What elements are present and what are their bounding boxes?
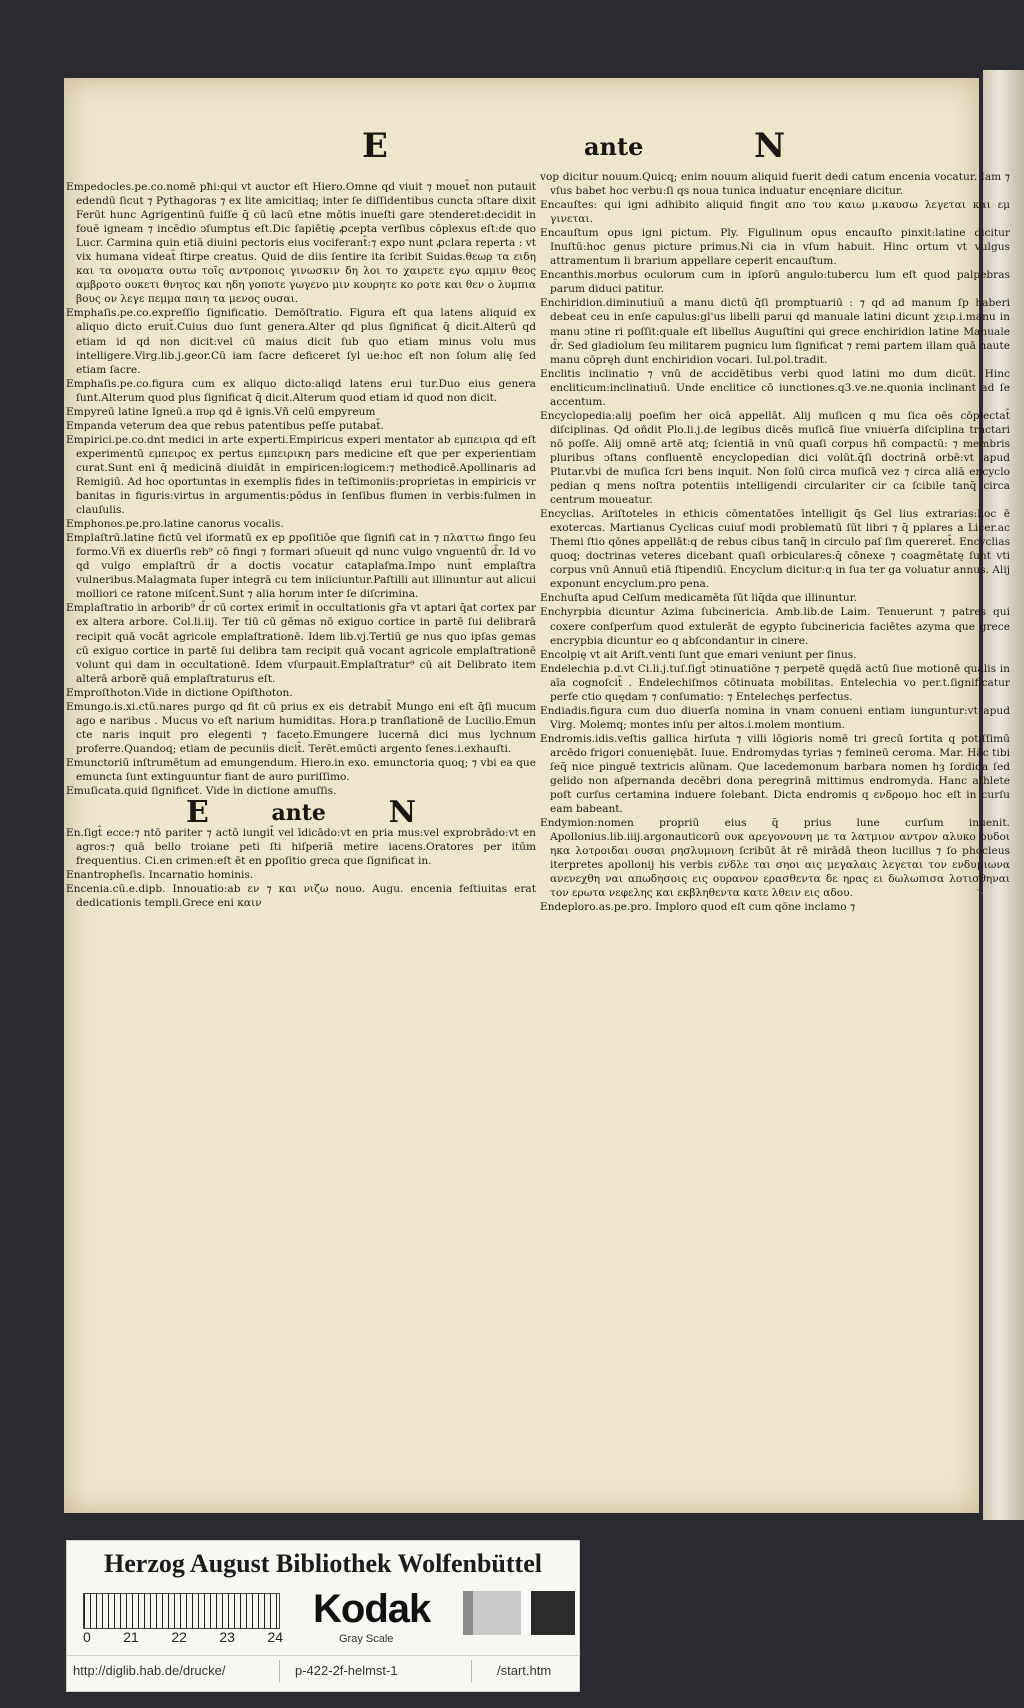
entry: Endeploro.as.pe.pro. Imploro quod eſt cum qōne inclamo ⁊ [540, 901, 856, 914]
kodak-logo: Kodak [313, 1587, 431, 1631]
ruler-number: 21 [123, 1629, 139, 1645]
sub-header-left-initial: E [186, 795, 209, 831]
page-header [64, 126, 979, 176]
entry: Endiadis.figura cum duo diuerſa nomina in vnam conueni entiam iunguntur:vt apud Virg. Molemq; montes inſu per altos.i.molem montium. [540, 704, 1010, 731]
white-swatch [521, 1591, 531, 1635]
entry: Encenia.cū.e.dipb. Innouatio:ab εν ⁊ και νιζω nouo. Augu. encenia feſtiuitas erat dedicationis templi.Grece eni καιν [66, 883, 536, 910]
entry: Emproſthoton.Vide in dictione Opiſthoton. [66, 686, 293, 699]
entry: Encyclopedia:alij poeſim her oicā appellāt. Alij muſicen q mu ſica oēs cōplectat̄ diſciplinas. Qd oñdit Plo.li.j.de legibus dicēs muſicā ſiue vniuerſa diſciplina tractari nō poſſe. Alij omnē artē atq; ſcientiā in vnū quaſi corpus hñ compactū: ⁊ membris pluribus ↄſtans confluentē encyclopedian dici volūt.q̄ſi doctrinā orbē:vt apud Plutar.vbi de muſica ſcri bens inquit. Non ſolū circa muſicā vez ⁊ circa aliā encyclo pedian q mens noſtra potentiis intelligendi circulariter cir ca ſcibile tanq̄ circa centrum moueatur. [540, 409, 1010, 507]
entry: Enchyrpbia dicuntur Azima ſubcinericia. Amb.lib.de Laim. Tenuerunt ⁊ patres qui coxere conſperſum quod extulerāt de egypto ſubcinericia faciētes azyma que grece encrypbia dicuntur eo q abſcondantur in cinere. [540, 606, 1010, 647]
start-link[interactable]: /start.htm [497, 1663, 552, 1678]
entry: Enchuſta apud Celſum medicamēta ſūt liq̄da que illinuntur. [540, 592, 857, 605]
sub-header-word: ante [271, 800, 326, 827]
scale-ruler [83, 1593, 280, 1629]
ruler-number: 23 [219, 1629, 235, 1645]
library-url-link[interactable]: http://diglib.hab.de/drucke/ [73, 1663, 226, 1678]
entry: Empedocles.pe.co.nomē pħi:qui vt auctor eſt Hiero.Omne qd viuit ⁊ mouet̄ non putauit edendū ſicut ⁊ Pythagoras ⁊ ex lite amicitiaq; inter ſe diſſidentibus cuncta ↄſtare dixit Ferūt hunc Agrigentinū fuiſſe q̄ cū lacū etne mōtis inueſti gare ↄtenderet:decidit in fouē igneam ⁊ incēdio ↄſumptus eſt.Dic ſapiētię ꝓcepta verſibus cōplexus eſt:de quo Lucr. Carmina quin etiā diuini pectoris eius vociferant̄:⁊ expo nunt ꝓclara reperta : vt vix humana videat̄ ſtirpe creatus. Quid de diis ſentire ita ſcribit Suidas.θεωρ τα ειδη και τα ονοματα ουτω τοῖς αντροποις γινωσκιν δη λοι το χαιρετε εγω αμμιν θεος αμβροτο ουκετι θνητος και ηδη γοποτε γωγενο μιν κουρητε κο ροτε και θεν ο λυμπια βους ον λεγε πεμμα παιη τα μενος ουσαι. [66, 181, 536, 306]
entry: Emplaſtratio in arborib⁹ d̄r cū cortex erimit̄ in occultationis gr̄a vt aptari q̄at cortex par ex altera arbore. Col.li.iij. Ter tiū cū gēmas nō exiguo cortice in partē ſui delibrarā recipit quā vocāt agricole emplaſtrationē. Idem lib.vj.Tertiū ge nus quo ipſas gemas cū exiguo cortice in partē ſui delibra tam recipit quā vocant agricole emplaſtrationē volunt qui dam in occultationē. Idem vſurpauit.Emplaſtratur⁹ cū ait Delibrato item alterā arborē quā emplaſtraturus eſt. [66, 602, 536, 685]
entry: Emphaſis.pe.co.expreſſio ſignificatio. Demōſtratio. Figura eſt qua latens aliquid ex aliquo dicto eruit̄.Cuius duo ſunt genera.Alter qd plus ſignificat q̄ dicit.Alterū qd etiam id qd non dicit:vel cū maius dicit ſub quo etiam minus volu mus intelligere.Virg.lib.j.geor.Cū iam ſacre deficeret ſyl ue:hoc eſt non ſolum alię ſed etiam ſacre. [66, 307, 536, 376]
shelfmark: p-422-2f-helmst-1 [295, 1663, 398, 1678]
gray-scale-label: Gray Scale [339, 1633, 394, 1645]
divider [279, 1660, 280, 1682]
sub-header-right-initial: N [388, 795, 416, 831]
entry: Emphaſis.pe.co.figura cum ex aliquo dicto:aliqd latens erui tur.Duo eius genera ſunt.Alterum quod plus ſignificat q̄ dicit.Alterum quod etiam id quod non dicit. [66, 377, 536, 404]
header-left-initial: E [362, 126, 388, 166]
entry: Endymion:nomen propriū eius q̄ prius lune curſum inuenit. Apollonius.lib.iiij.argonauticorū ουκ αρεγονουνη με τα λατμιον αντρον αλυκο ουδοι ηκα λοτροιδαι ουσαι ρησλυμιονη ſcribūt āt rē mirādā theon lucillus ⁊ ſo phocleus iterpretes apollonij his verbis ενδλε ται σηοι αις μεγαλαις λεγεται τον ενδυμιωνα ανενεχθη ναι απωδησοις εις ουρανον ερασθεντα δε ηρας ει δωλωπισα λοτισθηναι τον ερωτα νεφελης και εκβληθεντα κατε λθειν εις αδου. [540, 817, 1010, 900]
margin-mark: ·. [976, 883, 984, 897]
entry: Emungo.is.xi.ctū.nares purgo qd fit cū prius ex eis detrabit̄ Mungo eni eſt q̄ſi mucum ago e naribus . Mucus vo eſt narium humiditas. Hora.p tranſlationē de Lucilio.Emun cte naris inquit pro elegenti ⁊ faceto.Emungere lucernā dici mus lychnum proferre.Quandoq; etiam de pecuniis dicit̄. Terēt.emūcti argento ſenes.i.exhauſti. [66, 700, 536, 755]
url-bar [67, 1655, 579, 1686]
entry: Empirici.pe.co.dnt medici in arte experti.Empiricus experi mentator ab εμπειρια qd eſt experimentū εμπειρος ex pertus εμπειρικη pars medicine eſt que per experientiam curat.Sunt eni q̄ medicinā diuidāt in empiricen:logicem:⁊ methodicē.Apollinaris ad Remigiū. Ad hoc oportuntas in exemplis fides in teſtimoniis:proprietas in empiricis vr banitas in figuris:virtus in argumentis:pōdus in ſenſibus flumen in verbis:fulmen in clauſulis. [66, 433, 536, 517]
entry: Encauſtum opus igni pictum. Ply. Figulinum opus encauſto pinxit:latine dicitur Inuſtū:hoc genus picture primus.Ni cia in vſum habuit. Hinc ortum vt vulgus attramentum li brarium appellare ceperit encauſtum. [540, 227, 1010, 268]
entry: Emplaſtrū.latine fictū vel iformatū ex ep ꝑpoſitiōe que ſignifi cat in ⁊ πλαττω fingo ſeu formo.Vñ ex diuerſis reb⁹ cō fingi ⁊ formari ↄſueuit qd nunc vulgo vnguentū d̄r. Id vo qd vulgo emplaſtrū d̄r a doctis vocatur cataplaſma.Impo nunt̄ emplaſtra vulneribus.Malagmata ſuper integrā cu tem iniiciuntur.Paſtilli aut illinuntur aut alicui molliori ce ratone miſcent̄.Sunt ⁊ alia horum inter ſe diſcrimina. [66, 532, 536, 601]
header-word: ante [584, 132, 644, 161]
entry: Encanthis.morbus oculorum cum in ipſorū angulo:tubercu lum eſt quod palpebras parum diduci patitur. [540, 269, 1010, 296]
right-column [540, 170, 1010, 914]
library-title: Herzog August Bibliothek Wolfenbüttel [104, 1549, 542, 1578]
black-swatch [531, 1591, 575, 1635]
entry: Enchiridion.diminutiuū a manu dictū q̄ſi promptuariū : ⁊ qd ad manum ſp haberi debeat ceu in enſe capulus:gl'us libelli parui qd manuale latini dicunt χειρ.i.manu in manu ↄtine ri poſſit:quale eſt libellus Auguſtini qui grece enchiridion latine Manuale d̄r. Sed gladiolum ſeu militarem pugnicu lum ſignificat ⁊ remi partem illam quā naute manu cōpręh dunt enchiridion vocari. Iul.pol.tradit. [540, 297, 1010, 366]
gray-swatch [473, 1591, 521, 1635]
entry: vop dicitur nouum.Quicq; enim nouum aliquid fuerit dedi catum encenia vocatur. Iam ⁊ vſus babet hoc verbu:ſi qs noua tunica induatur encęniare dicitur. [540, 171, 1010, 198]
entry: En.ſigt̄ ecce:⁊ ntō pariter ⁊ actō iungit̄ vel īdicādo:vt en pria mus:vel exprobrādo:vt en agros:⁊ quā bello troiane peti ſti hiſperiā metire iacens.Oratores per itūm frequentius. Ci.en crimen:eſt ēt en ꝑpoſitio greca que ſignificat in. [66, 827, 536, 868]
divider [471, 1660, 472, 1682]
entry: Encolpię vt ait Ariſt.venti ſunt que emari veniunt per ſinus. [540, 648, 857, 661]
left-column [66, 180, 536, 910]
entry: Endromis.idis.veſtis gallica hirſuta ⁊ villi lōgioris nomē tri grecū ſortita q potiſſimū arcēdo frigori conueniębāt. Iuue. Endromydas tyrias ⁊ femineū ceroma. Mar. Hāc tibi ſeq̄ nice pinguē textricis alūnam. Que lacedemonum barbara nomen hȝ ſordida ſed gelido non aſpernanda decēbri dona peregrinā mittimus endromyda. Hanc athlete poſt curſus certamina induere ſolebant. Dicta endromis q ενδρομο hoc eſt in curſu eam babeant. [540, 732, 1010, 816]
entry: Emuſicata.quid ſignificet. Vide in dictione amuſſis. [66, 785, 337, 798]
entry: Enantropheſis. Incarnatio hominis. [66, 869, 254, 882]
entry: Emunctoriū inſtrumētum ad emungendum. Hiero.in exo. emunctoria quoq; ⁊ vbi ea que emuncta ſunt extinguuntur fiant de auro puriſſimo. [66, 756, 536, 783]
library-color-card [66, 1540, 580, 1692]
entry: Enclitis inclinatio ⁊ vnū de accidētibus verbi quod latini mo dum dicūt. Hinc encliticum:inclinatiuū. Unde enclitice cō iunctiones.q3.ve.ne.quonia inclinant ad ſe accentum. [540, 367, 1010, 408]
entry: Endelechia p.d.vt Ci.li.j.tuſ.ſigt̄ ↄtinuatiōne ⁊ perpetē quędā actū ſiue motionē qualis in aīa cognoſcit̄ . Endelechiſmos cōtinuata mobilitas. Entelechia vo per.t.ſignificatur perfe ctio quędam ⁊ conſumatio: ⁊ Entelechęs perfectus. [540, 662, 1010, 703]
section-sub-header [186, 795, 416, 831]
ruler-number: 24 [267, 1629, 283, 1645]
header-right-initial: N [754, 126, 786, 166]
entry: Empyreū latine Igneū.a πυρ qd ē ignis.Vñ celū empyreum [66, 405, 376, 418]
entry: Empanda veterum dea que rebus patentibus peſſe putabat̄. [66, 419, 384, 432]
ruler-number: 22 [171, 1629, 187, 1645]
entry: Encyclias. Ariſtoteles in ethicis cōmentatōes īntelligit q̄s Gel lius extrarias:hoc ē exotercas. Martianus Cyclicas cuiuſ modi problematū ſūt libri ⁊ q̄ pplares a Licer.ac Themi ſtio qōnes appellāt:q de rebus cibus tanq̄ in circulo paſ ſim quereret̄. Encyclias quoq; doctrinas veteres dicebant quaſi orbiculares:q̄ cōnexe ⁊ coagmētatę ſunt vti corpus vnū Annuū etiā ſtipendiū. Encyclum dicitur:q in ſua ter ga voluatur annus. Alij exponunt encyclum.pro pena. [540, 508, 1010, 591]
gray-swatch [463, 1591, 473, 1635]
entry: Encauſtes: qui igni adhibito aliquid fingit απο του καιω μ.καυσω λεγεται και εμ γινεται. [540, 199, 1010, 226]
ruler-number: 0 [83, 1629, 91, 1645]
ruler-numbers [83, 1629, 283, 1645]
entry: Emphonos.pe.pro.latine canorus vocalis. [66, 518, 284, 531]
